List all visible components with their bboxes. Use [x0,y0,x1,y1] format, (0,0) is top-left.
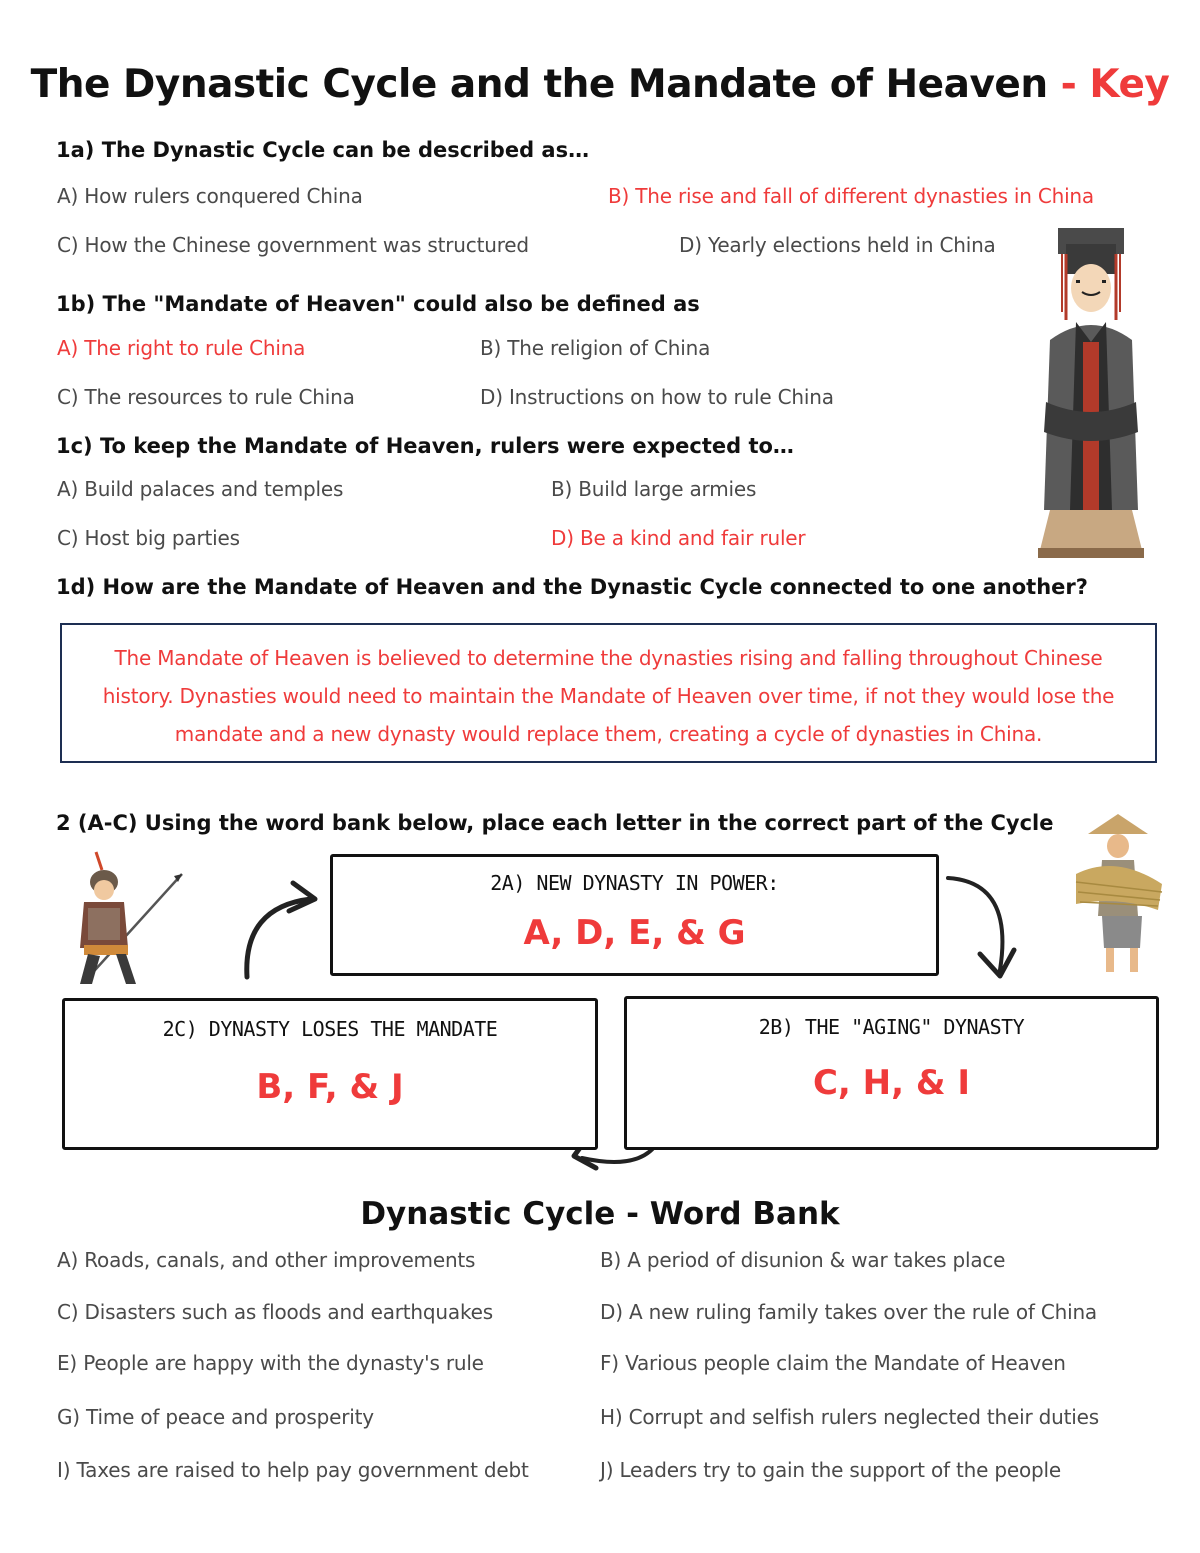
face [1071,264,1111,312]
soldier-illustration [66,850,186,988]
word-bank-item-b: B) A period of disunion & war takes place [600,1248,1006,1272]
title-main: The Dynastic Cycle and the Mandate of Heaven [30,62,1048,107]
question-1c: 1c) To keep the Mandate of Heaven, rulers were expected to… [56,434,794,458]
emperor-illustration [1036,222,1146,560]
q1b-option-d: D) Instructions on how to rule China [480,385,834,409]
stage-2c-label: 2C) DYNASTY LOSES THE MANDATE [162,1017,498,1041]
question-2-instruction: 2 (A-C) Using the word bank below, place each letter in the correct part of the Cycle [56,811,1054,835]
q1b-option-a-correct: A) The right to rule China [57,336,306,360]
q1c-option-c: C) Host big parties [57,526,240,550]
word-bank-item-g: G) Time of peace and prosperity [57,1405,374,1429]
q1c-option-d-correct: D) Be a kind and fair ruler [551,526,806,550]
question-1d: 1d) How are the Mandate of Heaven and the Dynastic Cycle connected to one another? [56,575,1088,599]
q1a-option-b-correct: B) The rise and fall of different dynasties in China [608,184,1094,208]
title-key: - Key [1047,62,1170,107]
q1a-option-a: A) How rulers conquered China [57,184,363,208]
page-title [0,62,1200,107]
q1c-option-a: A) Build palaces and temples [57,477,344,501]
q1a-option-d: D) Yearly elections held in China [679,233,996,257]
word-bank-item-c: C) Disasters such as floods and earthquakes [57,1300,493,1324]
stage-2c-box [62,998,598,1150]
word-bank-item-a: A) Roads, canals, and other improvements [57,1248,476,1272]
question-1b: 1b) The "Mandate of Heaven" could also be defined as [56,292,700,316]
robe-hem [1040,510,1142,550]
answer-box-1d [60,623,1157,763]
stage-2c-answer: B, F, & J [256,1067,404,1107]
stage-2a-label: 2A) NEW DYNASTY IN POWER: [490,871,779,895]
farmer-illustration [1066,812,1166,978]
question-1a: 1a) The Dynastic Cycle can be described as… [56,138,590,162]
word-bank-item-f: F) Various people claim the Mandate of Heaven [600,1351,1066,1375]
arrow-up-right-icon [235,865,325,985]
q1c-option-b: B) Build large armies [551,477,757,501]
q1b-option-b: B) The religion of China [480,336,711,360]
word-bank-title: Dynastic Cycle - Word Bank [360,1196,840,1232]
word-bank-item-j: J) Leaders try to gain the support of the people [600,1458,1061,1482]
word-bank-item-h: H) Corrupt and selfish rulers neglected their duties [600,1405,1099,1429]
stage-2b-box [624,996,1159,1150]
straw-hat [1088,814,1148,834]
q1b-option-c: C) The resources to rule China [57,385,355,409]
stage-2a-answer: A, D, E, & G [523,913,746,953]
word-bank-item-i: I) Taxes are raised to help pay government debt [57,1458,529,1482]
stage-2b-label: 2B) THE "AGING" DYNASTY [758,1015,1025,1039]
answer-1d-text: The Mandate of Heaven is believed to determine the dynasties rising and falling throughout Chinese history. Dynasties would need to maintain the Mandate of Heaven over time, if not they would lose the mandate and a new dynasty would replace them, creating a cycle of dynasties in China. [102,646,1115,746]
stage-2a-box [330,854,939,976]
arrow-down-right-icon [944,872,1024,987]
q1a-option-c: C) How the Chinese government was structured [57,233,529,257]
word-bank-item-e: E) People are happy with the dynasty's rule [57,1351,484,1375]
word-bank-item-d: D) A new ruling family takes over the rule of China [600,1300,1097,1324]
stage-2b-answer: C, H, & I [812,1063,971,1103]
